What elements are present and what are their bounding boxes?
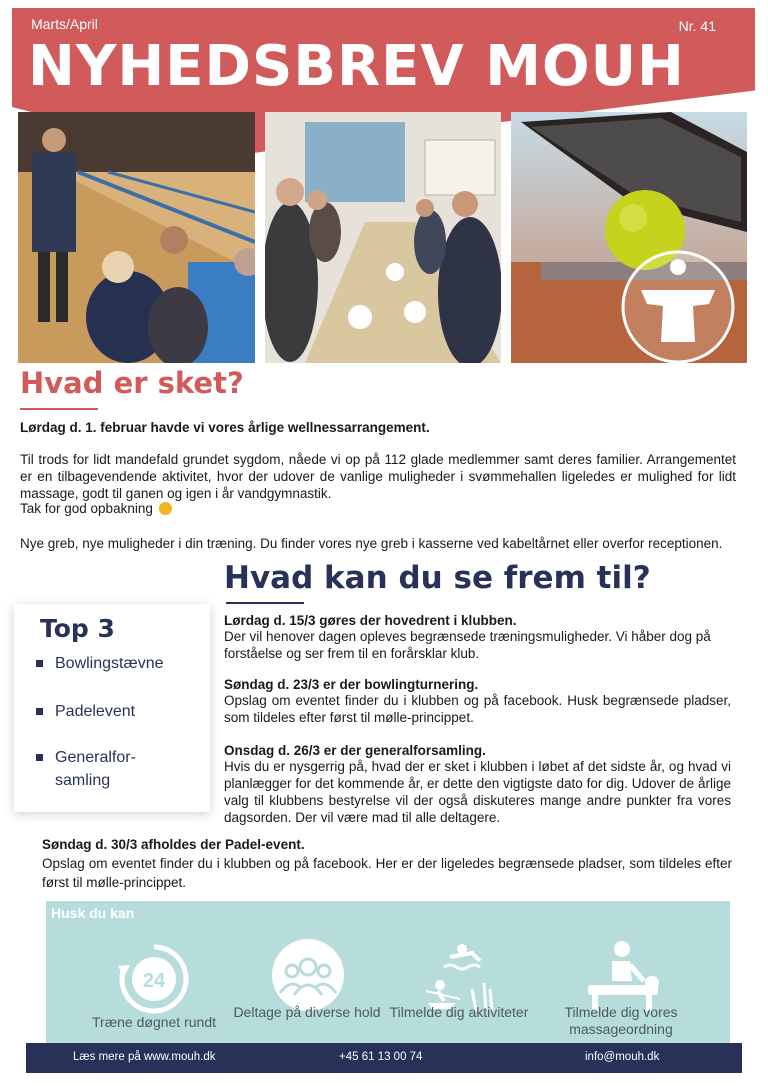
smiley-icon (159, 502, 172, 515)
husk-label: Tilmelde dig vores massageordning (564, 1004, 678, 1037)
footer-bar (26, 1043, 742, 1073)
event-text: Opslag om eventet finder du i klubben og på facebook. Husk begrænsede pladser, som tildeles efter først til mølle-princippet. (224, 693, 731, 725)
event-text: Hvis du er nysgerrig på, hvad der er sket i klubben i løbet af det sidste år, og hvad vi planlægger for det kommende år, er dette den vigtigste dato for dig. Udover de årlige valg til klubbens bestyrelse vil der også diskuteres mange andre punkter fra vores dagsorden. Der vil være mad til alle deltagere. (224, 759, 731, 825)
bullet-icon (36, 754, 43, 761)
top3-box (14, 604, 210, 812)
husk-label: Tilmelde dig aktiviteter (389, 1004, 529, 1020)
top3-title: Top 3 (40, 614, 115, 643)
sket-lead: Lørdag d. 1. februar havde vi vores årlige wellnessarrangement. (20, 420, 430, 435)
husk-du-kan-box (46, 901, 730, 1046)
event-text: Der vil henover dagen opleves begrænsede træningsmuligheder. Vi håber dog på forståelse og ser frem til en forårsklar klub. (224, 629, 711, 661)
footer-website-link[interactable]: Læs mere på www.mouh.dk (73, 1051, 216, 1063)
bullet-icon (36, 660, 43, 667)
heading-underline (226, 602, 304, 604)
padel-photo (511, 112, 747, 363)
sket-paragraph: Til trods for lidt mandefald grundet sygdom, nåede vi op på 112 glade medlemmer samt deres familier. Arrangementet er en tilbagevendende aktivitet, hvor der udover de vanlige muligheder i svømmehallen ligeledes er mulighed for lidt massage, godt til ganen og igen i år vandgymnastik. (20, 452, 736, 501)
husk-label: Deltage på diverse hold (233, 1004, 381, 1020)
husk-title: Husk du kan (51, 905, 135, 921)
bullet-icon (36, 708, 43, 715)
dinner-photo (265, 112, 501, 363)
event-title: Lørdag d. 15/3 gøres der hovedrent i klubben. (224, 613, 517, 628)
sket-thanks-text: Tak for god opbakning (20, 501, 153, 516)
event-title: Søndag d. 23/3 er der bowlingturnering. (224, 677, 479, 692)
husk-label: Træne døgnet rundt (92, 1014, 216, 1030)
issue-number: Nr. 41 (678, 18, 716, 34)
issue-months: Marts/April (31, 16, 98, 32)
clock-24-text: 24 (142, 970, 166, 992)
newsletter-title: NYHEDSBREV MOUH (28, 34, 685, 99)
footer-phone[interactable]: +45 61 13 00 74 (339, 1051, 423, 1063)
sket-thanks (20, 500, 420, 517)
list-item: Generalfor-samling (36, 746, 165, 792)
list-item: Bowlingstævne (36, 652, 165, 675)
heading-underline (20, 408, 98, 410)
event-text: Opslag om eventet finder du i klubben og på facebook. Her er der ligeledes begrænsede pladser, som tildeles efter først til mølle-princippet. (42, 856, 732, 890)
bowling-photo (18, 112, 255, 363)
clock-24-icon (114, 939, 194, 1019)
sket-grip-paragraph: Nye greb, nye muligheder i din træning. Du finder vores nye greb i kasserne ved kabeltårnet eller overfor receptionen. (20, 536, 723, 551)
section-heading-frem: Hvad kan du se frem til? (224, 560, 651, 596)
list-item: Padelevent (36, 700, 165, 723)
footer-email-link[interactable]: info@mouh.dk (585, 1051, 660, 1063)
section-heading-sket: Hvad er sket? (20, 366, 244, 400)
event-title: Søndag d. 30/3 afholdes der Padel-event. (42, 837, 305, 852)
event-title: Onsdag d. 26/3 er der generalforsamling. (224, 743, 486, 758)
